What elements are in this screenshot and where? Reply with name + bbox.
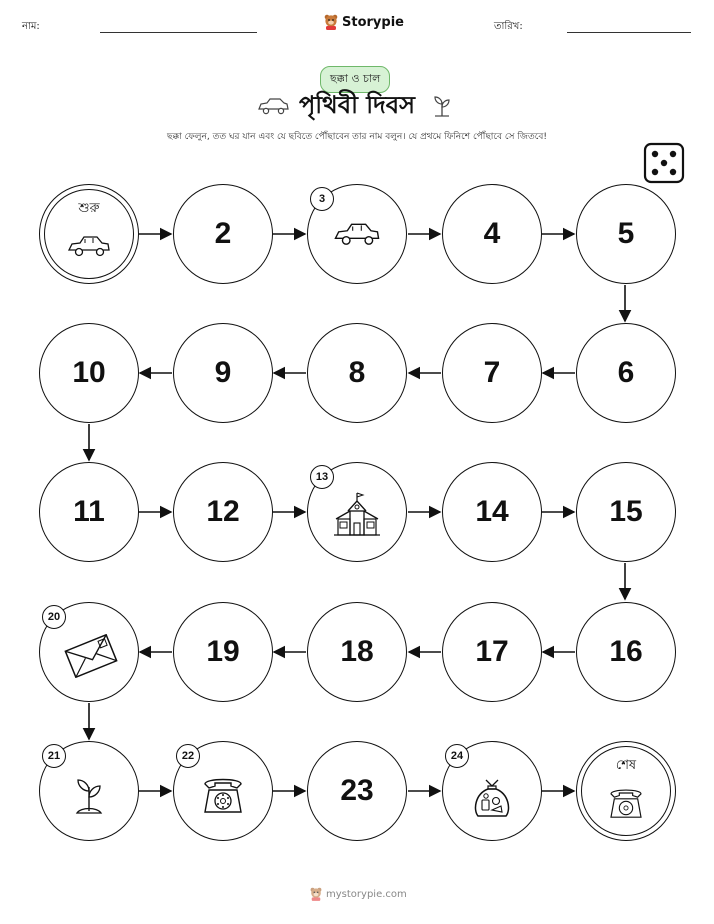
- footer: [310, 887, 407, 901]
- cell-number: 2: [214, 217, 232, 250]
- board-cell[interactable]: [442, 602, 542, 702]
- cell-number: 11: [73, 495, 105, 528]
- cell-number: 19: [206, 635, 240, 668]
- start-caption: শুরু: [78, 201, 100, 216]
- cell-number-badge: 22: [176, 744, 200, 768]
- board-cell[interactable]: [173, 184, 273, 284]
- cell-number: 6: [617, 356, 635, 389]
- board-cell-start[interactable]: [39, 184, 139, 284]
- car-icon: [66, 233, 112, 259]
- cell-number: 5: [617, 217, 635, 250]
- board-cell[interactable]: [576, 602, 676, 702]
- car-icon: [332, 220, 382, 248]
- cell-number: 23: [340, 774, 374, 807]
- board-cell-picture[interactable]: [442, 741, 542, 841]
- board-cell[interactable]: [39, 462, 139, 562]
- board-cell[interactable]: [576, 462, 676, 562]
- board-cell[interactable]: [307, 741, 407, 841]
- trash-bag-icon: [469, 770, 515, 820]
- telephone-icon: [606, 785, 646, 821]
- board-cell[interactable]: [307, 323, 407, 423]
- board-cell[interactable]: [576, 323, 676, 423]
- board-cell-finish[interactable]: [576, 741, 676, 841]
- cell-number: 17: [475, 635, 509, 668]
- cell-number: 14: [475, 495, 509, 528]
- sprout-icon: [69, 773, 109, 817]
- board-cell[interactable]: [307, 602, 407, 702]
- page-title: পৃথিবী দিবস: [299, 91, 415, 119]
- footer-website[interactable]: mystorypie.com: [326, 888, 407, 900]
- cell-number-badge: 3: [310, 187, 334, 211]
- cell-number: 16: [609, 635, 643, 668]
- cell-number-badge: 21: [42, 744, 66, 768]
- cell-number-badge: 20: [42, 605, 66, 629]
- name-label: নাম:: [22, 21, 40, 32]
- cell-number: 8: [348, 356, 366, 389]
- cell-number: 12: [206, 495, 240, 528]
- schoolhouse-icon: [332, 489, 382, 541]
- cell-number: 18: [340, 635, 374, 668]
- cell-number: 9: [214, 356, 232, 389]
- board-cell[interactable]: [173, 462, 273, 562]
- brand-name: Storypie: [342, 14, 404, 30]
- game-type-badge: ছক্কা ও চাল: [320, 66, 390, 93]
- board-cell-picture[interactable]: [307, 184, 407, 284]
- cell-number: 7: [483, 356, 501, 389]
- telephone-icon: [199, 774, 247, 816]
- board-cell[interactable]: [442, 462, 542, 562]
- bear-mascot-icon: [310, 887, 322, 901]
- board-cell-picture[interactable]: [39, 741, 139, 841]
- instructions: ছক্কা ফেলুন, তত ঘর যান এবং যে ছবিতে পৌঁছাবেন তার নাম বলুন। যে প্রথমে ফিনিশে পৌঁছাবে সে জিতবে!: [167, 132, 547, 142]
- board-cell[interactable]: [173, 602, 273, 702]
- board-cell[interactable]: [442, 184, 542, 284]
- cell-number: 10: [72, 356, 106, 389]
- board-cell[interactable]: [576, 184, 676, 284]
- board-cell-picture[interactable]: [307, 462, 407, 562]
- cell-number-badge: 24: [445, 744, 469, 768]
- cell-number: 15: [609, 495, 643, 528]
- finish-caption: শেষ: [615, 758, 637, 773]
- board-cell-picture[interactable]: [39, 602, 139, 702]
- board-cell[interactable]: [173, 323, 273, 423]
- board-cell[interactable]: [442, 323, 542, 423]
- board-cell[interactable]: [39, 323, 139, 423]
- date-label: তারিখ:: [494, 21, 523, 32]
- cell-number-badge: 13: [310, 465, 334, 489]
- envelope-icon: [63, 634, 119, 678]
- board-cell-picture[interactable]: [173, 741, 273, 841]
- cell-number: 4: [483, 217, 501, 250]
